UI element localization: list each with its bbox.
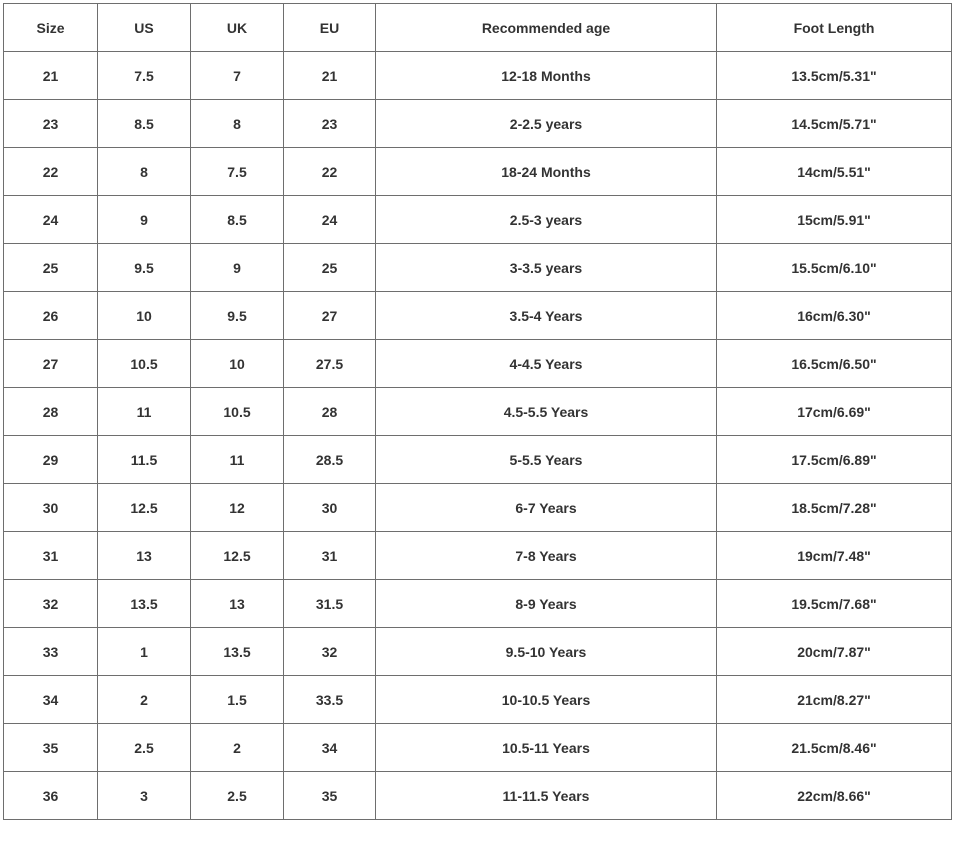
cell-us: 11 [98, 388, 191, 436]
cell-eu: 25 [284, 244, 376, 292]
cell-uk: 2 [191, 724, 284, 772]
table-row [4, 52, 952, 100]
cell-foot-length: 19cm/7.48" [717, 532, 952, 580]
cell-us: 9.5 [98, 244, 191, 292]
table-row [4, 292, 952, 340]
cell-uk: 11 [191, 436, 284, 484]
cell-us: 3 [98, 772, 191, 820]
cell-size: 30 [4, 484, 98, 532]
cell-size: 29 [4, 436, 98, 484]
cell-foot-length: 14cm/5.51" [717, 148, 952, 196]
cell-uk: 2.5 [191, 772, 284, 820]
cell-size: 25 [4, 244, 98, 292]
cell-recommended-age: 8-9 Years [376, 580, 717, 628]
table-row [4, 244, 952, 292]
cell-eu: 28 [284, 388, 376, 436]
cell-uk: 10.5 [191, 388, 284, 436]
cell-eu: 21 [284, 52, 376, 100]
cell-recommended-age: 10-10.5 Years [376, 676, 717, 724]
cell-foot-length: 17cm/6.69" [717, 388, 952, 436]
cell-recommended-age: 18-24 Months [376, 148, 717, 196]
cell-uk: 7.5 [191, 148, 284, 196]
table-row [4, 340, 952, 388]
cell-uk: 8 [191, 100, 284, 148]
cell-us: 11.5 [98, 436, 191, 484]
cell-size: 31 [4, 532, 98, 580]
table-body [4, 52, 952, 820]
cell-foot-length: 14.5cm/5.71" [717, 100, 952, 148]
header-size: Size [4, 4, 98, 52]
cell-foot-length: 17.5cm/6.89" [717, 436, 952, 484]
cell-eu: 35 [284, 772, 376, 820]
cell-size: 22 [4, 148, 98, 196]
table-row [4, 628, 952, 676]
table-row [4, 100, 952, 148]
cell-foot-length: 22cm/8.66" [717, 772, 952, 820]
cell-eu: 31 [284, 532, 376, 580]
cell-recommended-age: 11-11.5 Years [376, 772, 717, 820]
cell-recommended-age: 4.5-5.5 Years [376, 388, 717, 436]
cell-size: 26 [4, 292, 98, 340]
cell-us: 10 [98, 292, 191, 340]
cell-eu: 24 [284, 196, 376, 244]
cell-us: 13 [98, 532, 191, 580]
cell-eu: 31.5 [284, 580, 376, 628]
cell-eu: 27 [284, 292, 376, 340]
cell-uk: 12.5 [191, 532, 284, 580]
table-row [4, 484, 952, 532]
cell-uk: 9 [191, 244, 284, 292]
cell-foot-length: 16.5cm/6.50" [717, 340, 952, 388]
cell-foot-length: 21.5cm/8.46" [717, 724, 952, 772]
cell-recommended-age: 2-2.5 years [376, 100, 717, 148]
cell-eu: 32 [284, 628, 376, 676]
header-eu: EU [284, 4, 376, 52]
cell-eu: 30 [284, 484, 376, 532]
cell-size: 35 [4, 724, 98, 772]
table-row [4, 196, 952, 244]
cell-uk: 7 [191, 52, 284, 100]
cell-uk: 1.5 [191, 676, 284, 724]
header-uk: UK [191, 4, 284, 52]
cell-us: 2.5 [98, 724, 191, 772]
cell-eu: 27.5 [284, 340, 376, 388]
cell-recommended-age: 3.5-4 Years [376, 292, 717, 340]
cell-us: 13.5 [98, 580, 191, 628]
cell-size: 32 [4, 580, 98, 628]
table-row [4, 676, 952, 724]
cell-recommended-age: 3-3.5 years [376, 244, 717, 292]
cell-size: 21 [4, 52, 98, 100]
cell-uk: 8.5 [191, 196, 284, 244]
cell-us: 1 [98, 628, 191, 676]
cell-us: 8.5 [98, 100, 191, 148]
cell-us: 9 [98, 196, 191, 244]
cell-recommended-age: 6-7 Years [376, 484, 717, 532]
table-row [4, 436, 952, 484]
header-recommended-age: Recommended age [376, 4, 717, 52]
cell-size: 28 [4, 388, 98, 436]
cell-foot-length: 20cm/7.87" [717, 628, 952, 676]
table-row [4, 388, 952, 436]
size-chart-table [3, 3, 952, 820]
cell-foot-length: 13.5cm/5.31" [717, 52, 952, 100]
cell-recommended-age: 2.5-3 years [376, 196, 717, 244]
header-us: US [98, 4, 191, 52]
cell-size: 23 [4, 100, 98, 148]
cell-foot-length: 15cm/5.91" [717, 196, 952, 244]
cell-recommended-age: 10.5-11 Years [376, 724, 717, 772]
table-row [4, 724, 952, 772]
cell-recommended-age: 5-5.5 Years [376, 436, 717, 484]
cell-foot-length: 19.5cm/7.68" [717, 580, 952, 628]
cell-size: 27 [4, 340, 98, 388]
cell-us: 12.5 [98, 484, 191, 532]
cell-eu: 34 [284, 724, 376, 772]
cell-us: 2 [98, 676, 191, 724]
cell-uk: 13.5 [191, 628, 284, 676]
cell-eu: 22 [284, 148, 376, 196]
cell-uk: 13 [191, 580, 284, 628]
cell-us: 8 [98, 148, 191, 196]
table-row [4, 772, 952, 820]
cell-recommended-age: 9.5-10 Years [376, 628, 717, 676]
cell-foot-length: 21cm/8.27" [717, 676, 952, 724]
cell-us: 10.5 [98, 340, 191, 388]
cell-recommended-age: 7-8 Years [376, 532, 717, 580]
cell-recommended-age: 12-18 Months [376, 52, 717, 100]
cell-size: 36 [4, 772, 98, 820]
table-row [4, 532, 952, 580]
cell-eu: 33.5 [284, 676, 376, 724]
cell-foot-length: 18.5cm/7.28" [717, 484, 952, 532]
header-foot-length: Foot Length [717, 4, 952, 52]
cell-size: 34 [4, 676, 98, 724]
cell-uk: 10 [191, 340, 284, 388]
table-row [4, 148, 952, 196]
cell-foot-length: 15.5cm/6.10" [717, 244, 952, 292]
cell-us: 7.5 [98, 52, 191, 100]
cell-uk: 9.5 [191, 292, 284, 340]
cell-size: 24 [4, 196, 98, 244]
cell-recommended-age: 4-4.5 Years [376, 340, 717, 388]
table-header-row [4, 4, 952, 52]
cell-foot-length: 16cm/6.30" [717, 292, 952, 340]
cell-size: 33 [4, 628, 98, 676]
cell-eu: 23 [284, 100, 376, 148]
cell-eu: 28.5 [284, 436, 376, 484]
cell-uk: 12 [191, 484, 284, 532]
table-row [4, 580, 952, 628]
